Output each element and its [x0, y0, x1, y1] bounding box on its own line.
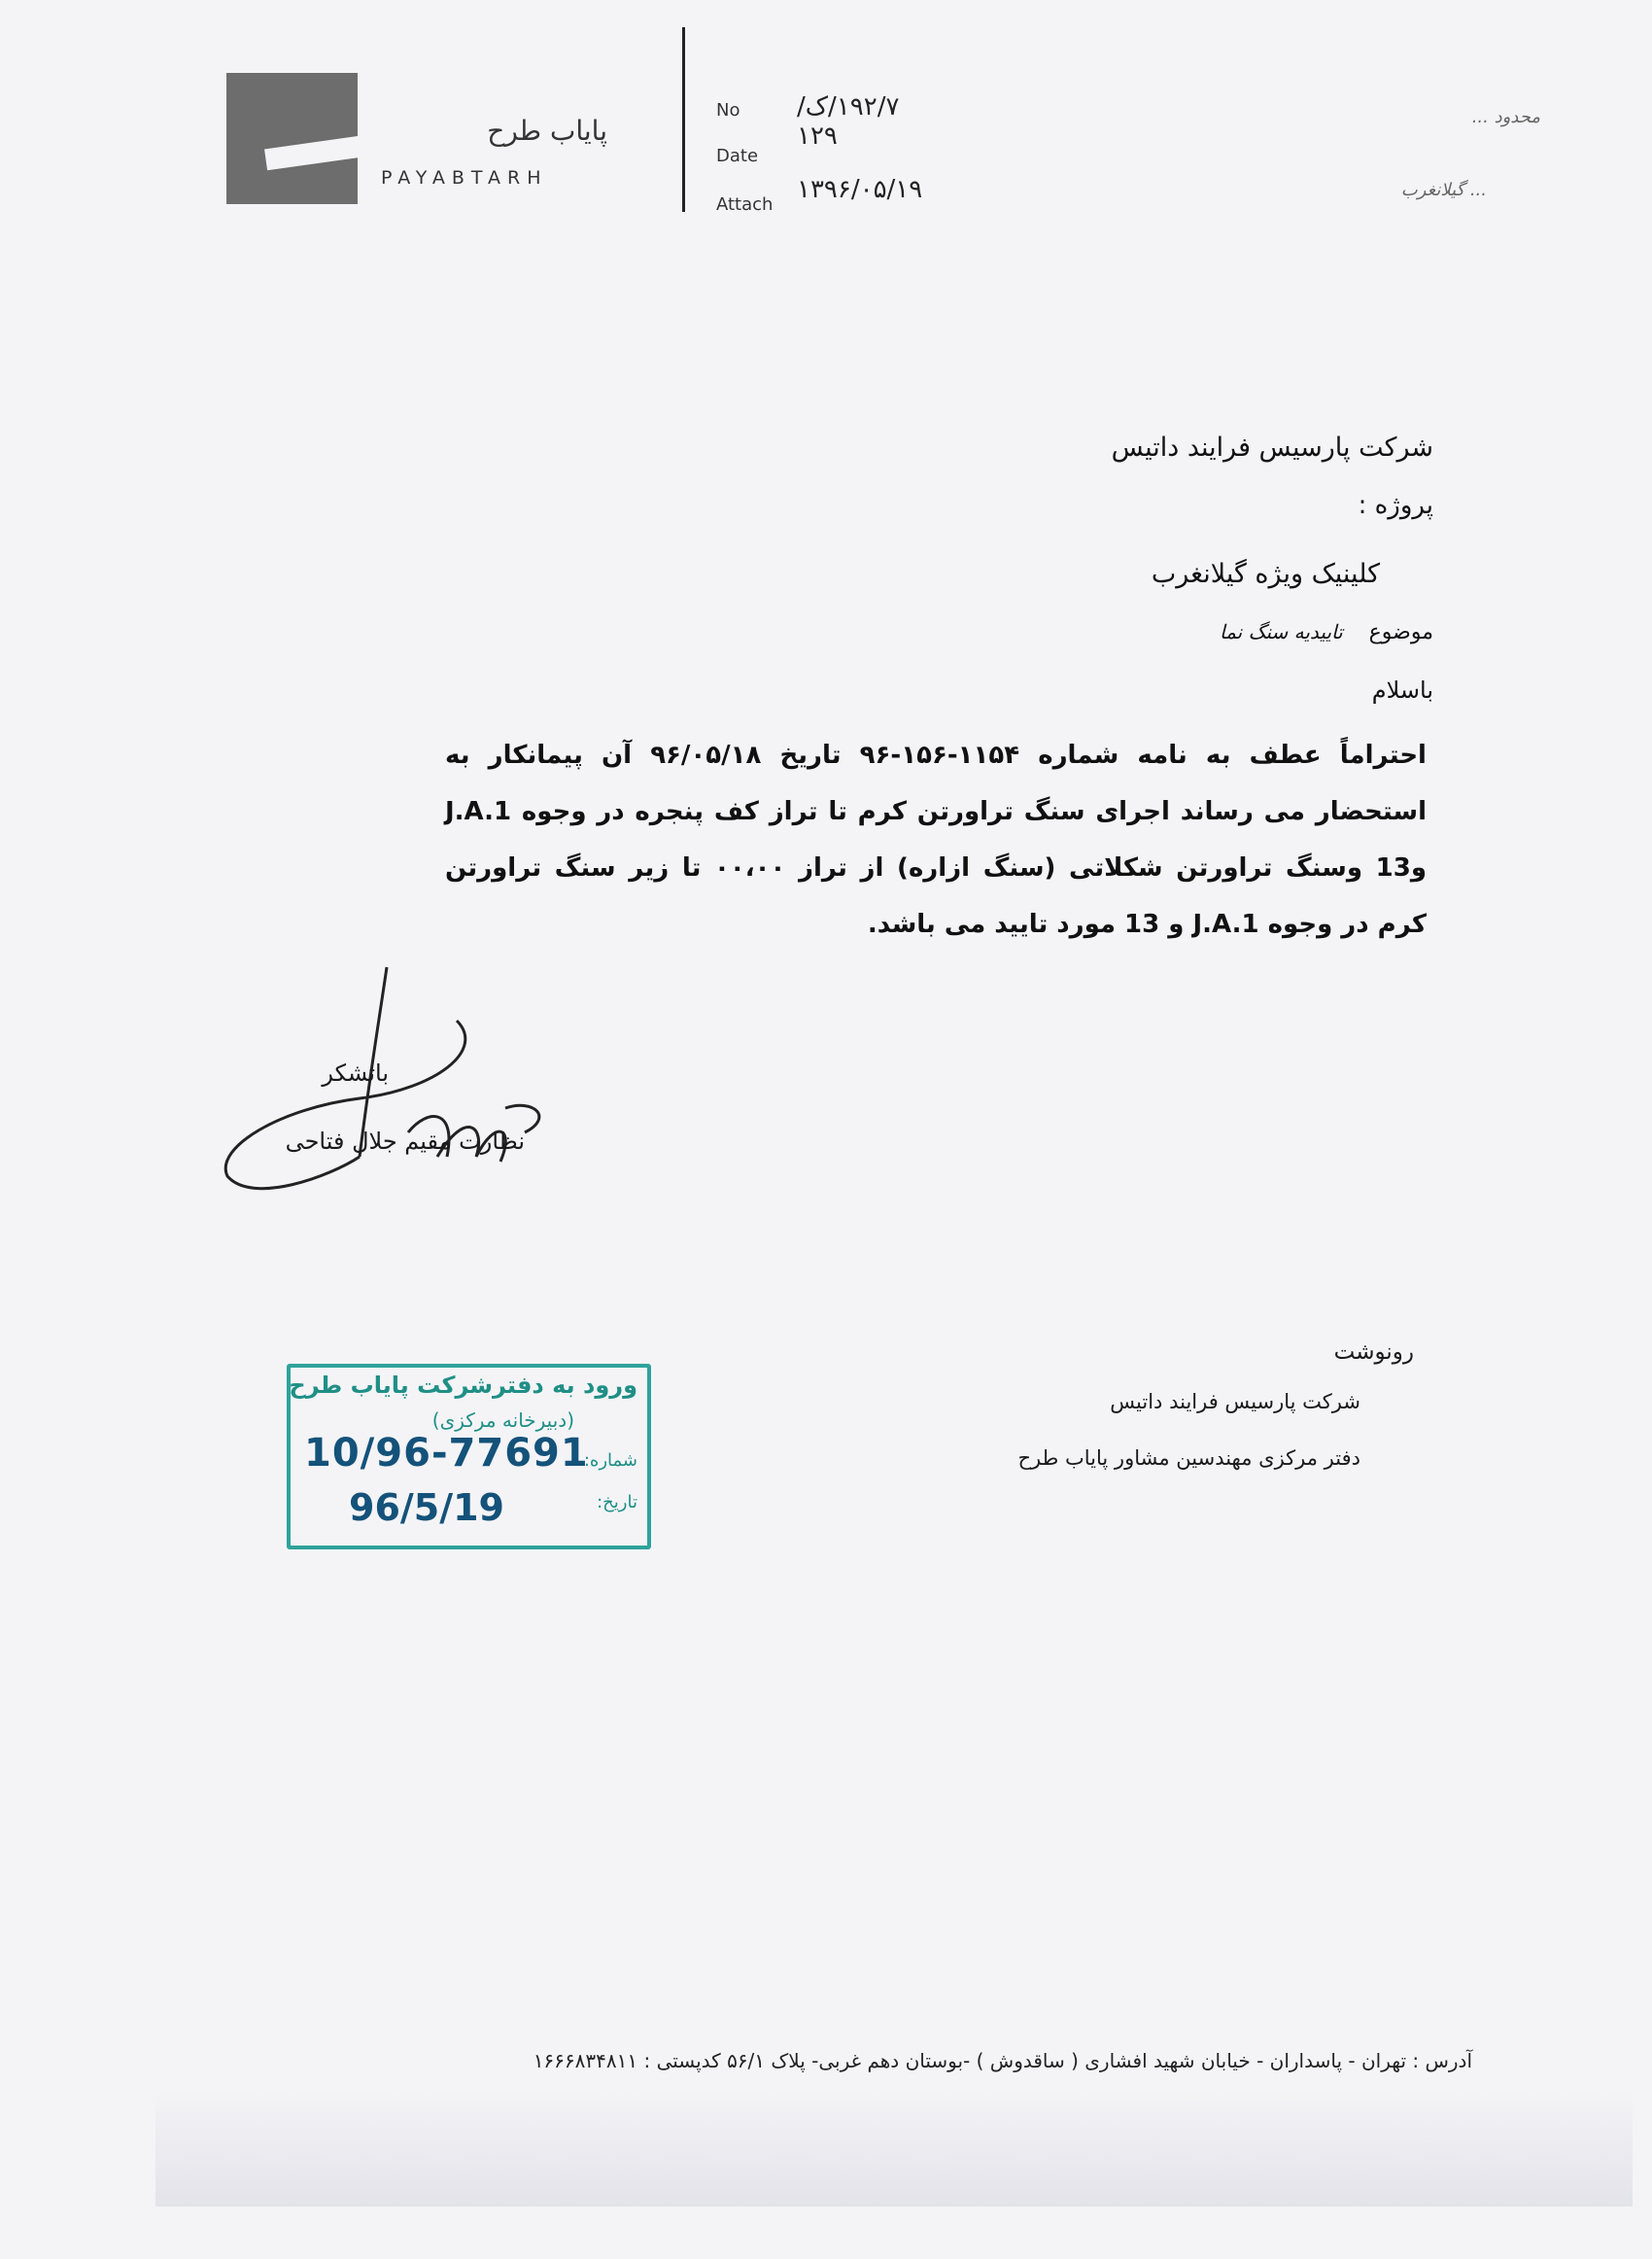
receipt-stamp [287, 1364, 651, 1549]
handwritten-signature [214, 962, 680, 1215]
subject-line [1220, 620, 1433, 644]
attach-label: Attach [716, 194, 774, 215]
stamp-date-label: تاریخ: [597, 1492, 637, 1512]
greeting: باسلام [1371, 677, 1433, 704]
cc-item: شرکت پارسیس فرایند داتیس [1110, 1390, 1360, 1413]
company-logo-text-fa: پایاب طرح [487, 115, 607, 147]
addressee: شرکت پارسیس فرایند داتیس [1111, 433, 1433, 463]
handwritten-note-2: ... گیلانغرب [1400, 180, 1487, 200]
letter-body-paragraph: احتراماً عطف به نامه شماره ۱۱۵۴-۱۵۶-۹۶ تاریخ ۹۶/۰۵/۱۸ آن پیمانکار به استحضار می رساند اجرای سنگ تراورتن کرم تا تراز کف پنجره در وجوه J.A.1 و13 وسنگ تراورتن شکلاتی (سنگ ازاره) از تراز ۰۰،۰۰ تا زیر سنگ تراورتن کرم در وجوه J.A.1 و 13 مورد تایید می باشد. [445, 741, 1427, 939]
date-label: Date [716, 146, 759, 166]
stamp-number-label: شماره: [583, 1450, 637, 1471]
closing-thanks: باتشکر [322, 1060, 389, 1087]
company-logo-text-en: PAYABTARH [381, 167, 548, 189]
scan-shadow [155, 2090, 1633, 2207]
footer-address: آدرس : تهران - پاسداران - خیابان شهید افشاری ( ساقدوش ) -بوستان دهم غربی- پلاک ۵۶/۱ کدپستی : ۱۶۶۶۸۳۴۸۱۱ [533, 2049, 1472, 2072]
cc-item: دفتر مرکزی مهندسین مشاور پایاب طرح [1017, 1446, 1360, 1470]
company-logo-mark [226, 73, 358, 204]
letter-date: ۱۳۹۶/۰۵/۱۹ [797, 175, 923, 204]
no-label: No [716, 100, 740, 121]
stamp-number: 10/96-77691 [304, 1431, 589, 1476]
signer-name: نظارت مقیم جلال فتاحی [285, 1128, 525, 1155]
stamp-title: ورود به دفترشرکت پایاب طرح [289, 1372, 637, 1399]
handwritten-note-1: محدود ... [1471, 107, 1540, 127]
project-label: پروژه : [1358, 491, 1433, 520]
project-name: کلینیک ویژه گیلانغرب [1151, 559, 1380, 589]
cc-title: رونوشت [1333, 1339, 1414, 1365]
stamp-subtitle: (دبیرخانه مرکزی) [431, 1408, 574, 1432]
subject-value: تاییدیه سنگ نما [1219, 620, 1343, 643]
subject-label: موضوع [1368, 620, 1433, 644]
header-divider [682, 27, 685, 212]
stamp-date: 96/5/19 [349, 1486, 504, 1529]
letter-number: ۱۹۲/۷/ک/۱۲۹ [797, 92, 900, 151]
